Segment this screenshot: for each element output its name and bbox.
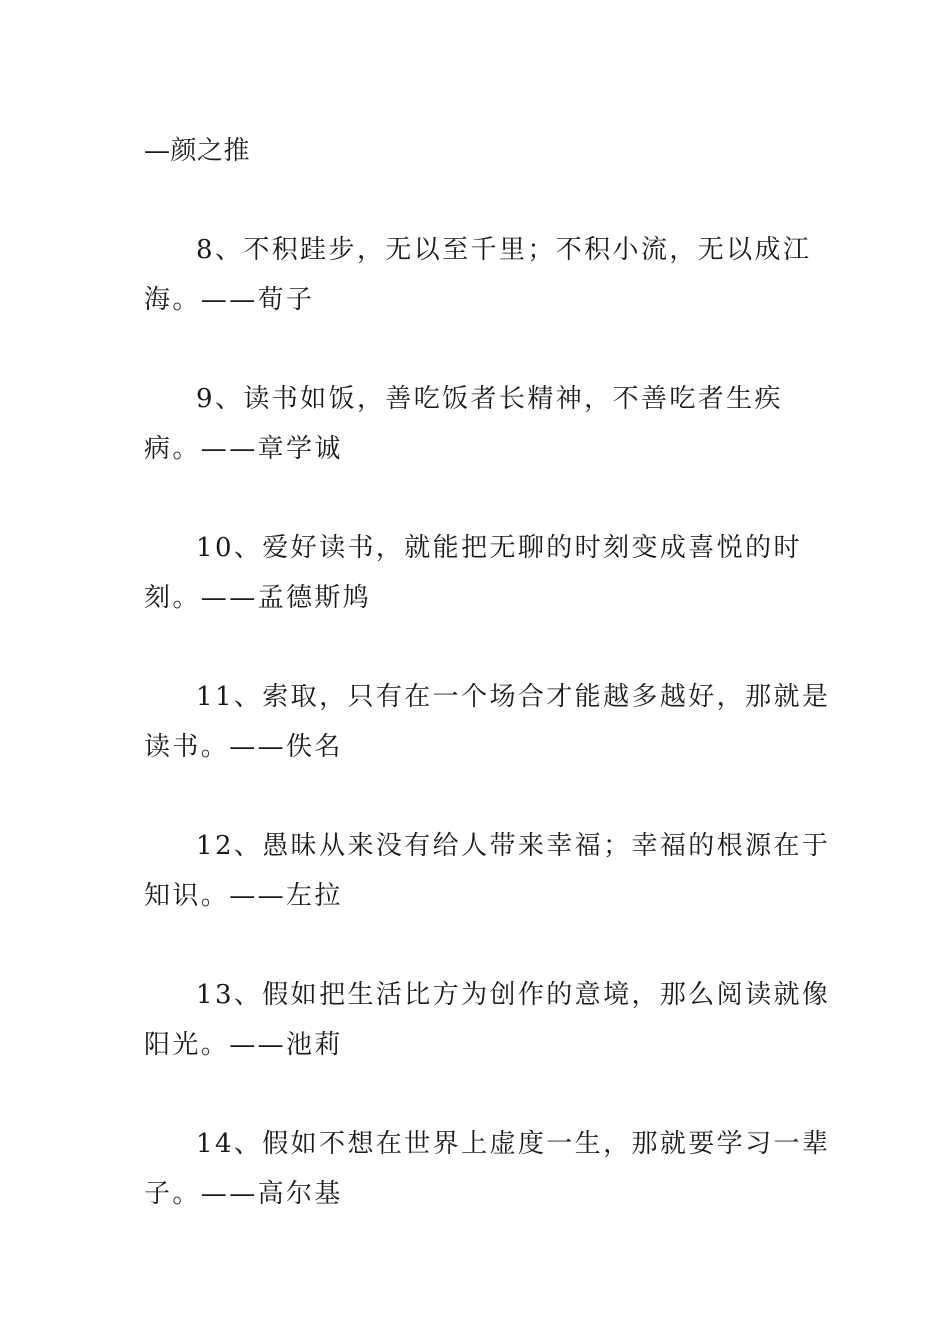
quote-11: 11、索取，只有在一个场合才能越多越好，那就是读书。——佚名 (144, 682, 831, 762)
trailing-attribution: —颜之推 (144, 136, 251, 166)
quote-10: 10、爱好读书，就能把无聊的时刻变成喜悦的时刻。——孟德斯鸠 (144, 533, 802, 613)
quote-14: 14、假如不想在世界上虚度一生，那就要学习一辈子。——高尔基 (144, 1129, 831, 1209)
quote-8: 8、不积跬步，无以至千里；不积小流，无以成江海。——荀子 (144, 235, 812, 315)
quote-12: 12、愚昧从来没有给人带来幸福；幸福的根源在于知识。——左拉 (144, 831, 831, 911)
quote-9: 9、读书如饭，善吃饭者长精神，不善吃者生疾病。——章学诚 (144, 384, 783, 464)
quote-13: 13、假如把生活比方为创作的意境，那么阅读就像阳光。——池莉 (144, 980, 831, 1060)
